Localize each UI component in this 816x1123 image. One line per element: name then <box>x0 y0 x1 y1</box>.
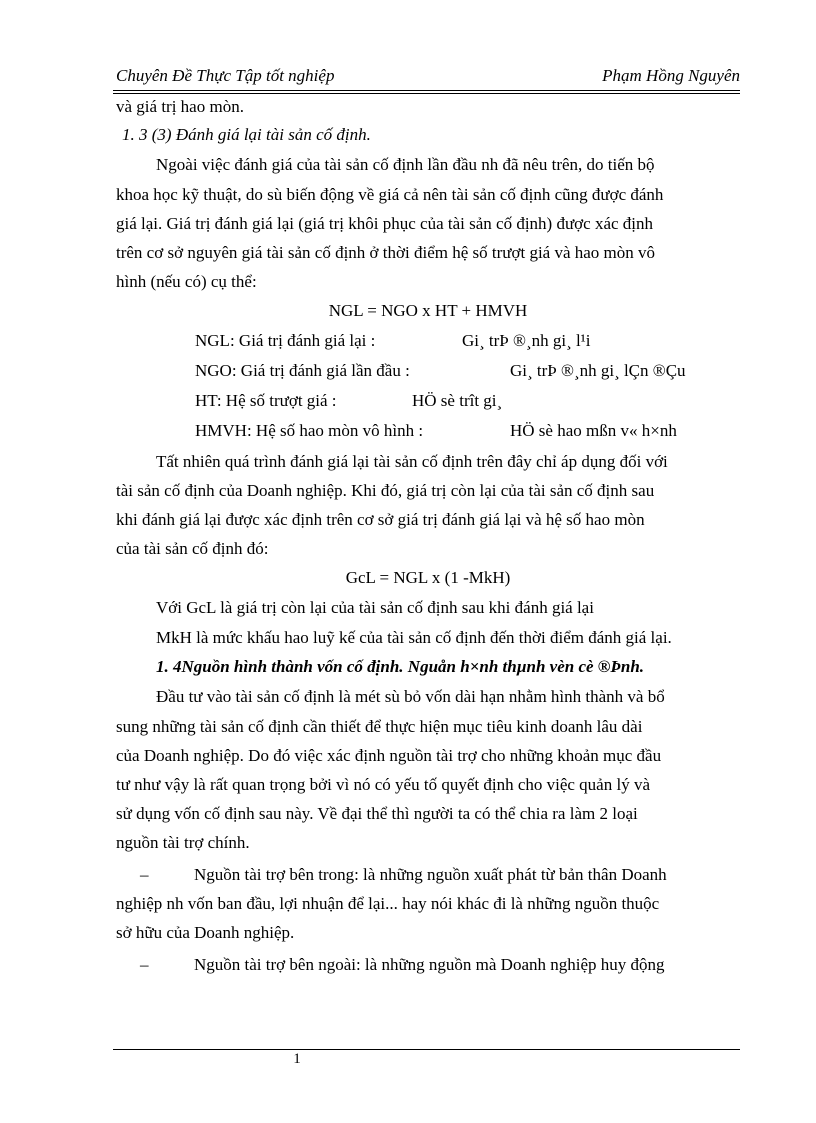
paragraph-line: khi đánh giá lại được xác định trên cơ sở giá trị đánh giá lại và hệ số hao mòn <box>116 510 645 529</box>
formula-gcl: GcL = NGL x (1 -MkH) <box>345 568 511 587</box>
header-rule <box>113 90 740 91</box>
definition-ht-value: HÖ sè trît gi¸ <box>412 391 503 410</box>
header-author: Phạm Hồng Nguyên <box>602 66 740 85</box>
definition-ngl-label: NGL: Giá trị đánh giá lại : <box>195 331 376 350</box>
section-heading-fixed-capital: 1. 4Nguồn hình thành vốn cố định. Nguån h×nh thµnh vèn cè ®Þnh. <box>156 657 645 676</box>
formula-ngl: NGL = NGO x HT + HMVH <box>328 301 528 320</box>
paragraph-line: tài sản cố định của Doanh nghiệp. Khi đó, giá trị còn lại của tài sản cố định sau <box>116 481 655 500</box>
definition-ht-label: HT: Hệ số trượt giá : <box>195 391 337 410</box>
paragraph-line: của Doanh nghiệp. Do đó việc xác định nguồn tài trợ cho những khoản mục đầu <box>116 746 662 765</box>
definition-hmvh-value: HÖ sè hao mßn v« h×nh <box>510 421 677 440</box>
paragraph-line: sử dụng vốn cố định sau này. Về đại thể thì người ta có thể chia ra làm 2 loại <box>116 804 638 823</box>
header-rule-thin <box>113 93 740 94</box>
paragraph-line: sung những tài sản cố định cần thiết để thực hiện mục tiêu kinh doanh lâu dài <box>116 717 643 736</box>
paragraph-line: tư như vậy là rất quan trọng bởi vì nó có yếu tố quyết định cho việc quản lý và <box>116 775 650 794</box>
footer-rule <box>113 1049 740 1050</box>
header-title: Chuyên Đề Thực Tập tốt nghiệp <box>116 66 335 85</box>
paragraph-line: của tài sản cố định đó: <box>116 539 269 558</box>
paragraph-line <box>156 155 740 175</box>
section-heading: 1. 3 (3) Đánh giá lại tài sản cố định. <box>122 125 371 144</box>
paragraph-line: trên cơ sở nguyên giá tài sản cố định ở thời điểm hệ số trượt giá và hao mòn vô <box>116 243 656 262</box>
paragraph-line: Với GcL là giá trị còn lại của tài sản cố định sau khi đánh giá lại <box>156 598 594 617</box>
paragraph-line: hình (nếu có) cụ thể: <box>116 272 257 291</box>
paragraph-line: khoa học kỹ thuật, do sù biến động về giá cả nên tài sản cố định cũng được đánh <box>116 185 664 204</box>
bullet-dash: – <box>140 955 149 974</box>
bullet-dash: – <box>140 865 149 884</box>
definition-ngo-value: Gi¸ trÞ ®¸nh gi¸ lÇn ®Çu <box>510 361 686 380</box>
page-header <box>113 63 740 89</box>
paragraph-text: Ngoài việc đánh giá của tài sản cố định lần đầu nh đã nêu trên, do tiến bộ <box>156 155 655 174</box>
paragraph-line: giá lại. Giá trị đánh giá lại (giá trị khôi phục của tài sản cố định) được xác định <box>116 214 654 233</box>
page-number <box>113 1051 816 1068</box>
paragraph-line: nghiệp nh vốn ban đầu, lợi nhuận để lại... hay nói khác đi là những nguồn thuộc <box>116 894 660 913</box>
page-number-text: 1 <box>293 1051 301 1067</box>
paragraph-line: Tất nhiên quá trình đánh giá lại tài sản cố định trên đây chỉ áp dụng đối với <box>156 452 668 471</box>
paragraph-line: MkH là mức khấu hao luỹ kế của tài sản cố định đến thời điểm đánh giá lại. <box>156 628 672 647</box>
definition-ngl-value: Gi¸ trÞ ®¸nh gi¸ l¹i <box>462 331 591 350</box>
paragraph-line: Đầu tư vào tài sản cố định là mét sù bỏ vốn dài hạn nhằm hình thành và bổ <box>156 687 665 706</box>
paragraph-line: sở hữu của Doanh nghiệp. <box>116 923 295 942</box>
definition-hmvh-label: HMVH: Hệ số hao mòn vô hình : <box>195 421 424 440</box>
bullet-external-funding: Nguồn tài trợ bên ngoài: là những nguồn mà Doanh nghiệp huy động <box>194 955 665 974</box>
bullet-internal-funding: Nguồn tài trợ bên trong: là những nguồn xuất phát từ bản thân Doanh <box>194 865 667 884</box>
text-line: và giá trị hao mòn. <box>116 97 244 116</box>
definition-ngo-label: NGO: Giá trị đánh giá lần đầu : <box>195 361 410 380</box>
paragraph-line: nguồn tài trợ chính. <box>116 833 250 852</box>
